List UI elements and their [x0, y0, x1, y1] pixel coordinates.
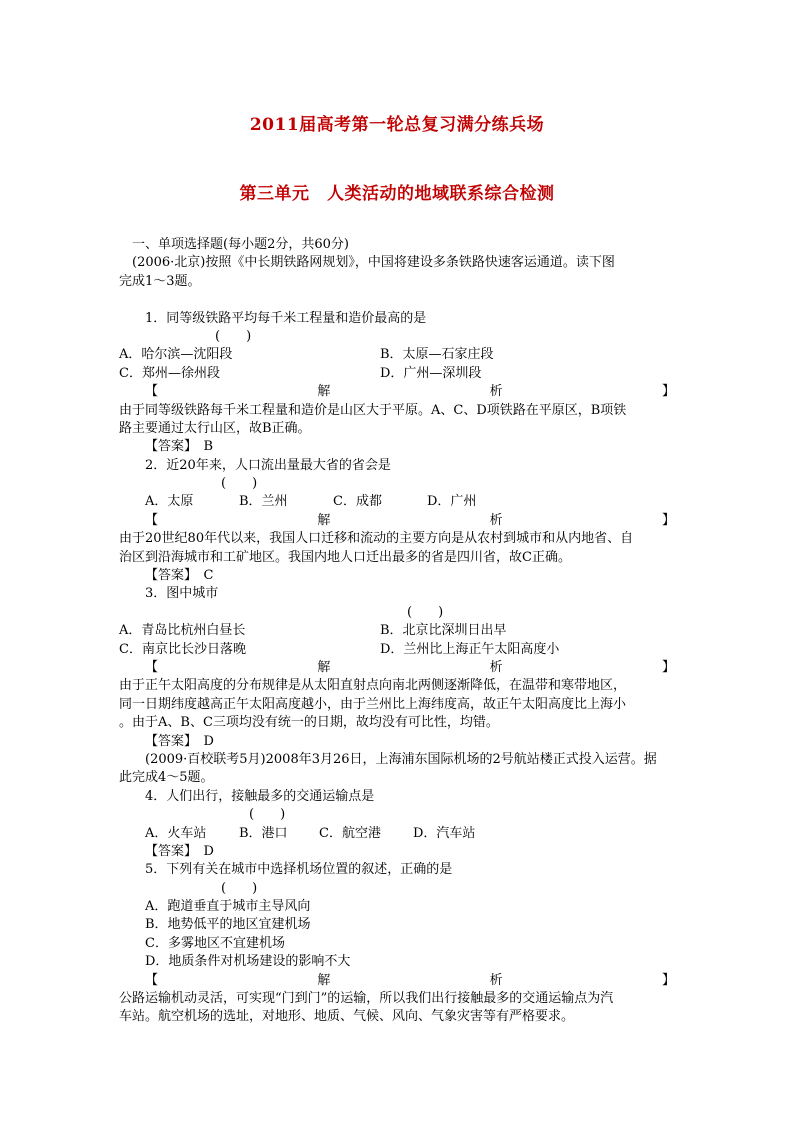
question-stem: 1．同等级铁路平均每千米工程量和造价最高的是	[145, 310, 427, 326]
intro-line: 此完成4～5题。	[119, 770, 214, 786]
option: C．南京比长沙日落晚	[119, 641, 246, 657]
option: D．地质条件对机场建设的影响不大	[145, 954, 351, 970]
xi-char: 析	[489, 659, 503, 675]
question-stem: 4．人们出行，接触最多的交通运输点是	[145, 788, 375, 804]
answer-label: 【答案】 C	[145, 568, 214, 584]
intro-line: (2006·北京)按照《中长期铁路网规划》，中国将建设多条铁路快速客运通道。读下图	[132, 255, 615, 271]
bracket-open: 【	[145, 972, 159, 988]
bracket-close: 】	[661, 972, 675, 988]
answer-label: 【答案】 B	[145, 439, 214, 455]
option: A．哈尔滨—沈阳段	[119, 347, 233, 363]
jie-char: 解	[317, 659, 331, 675]
option: B．兰州	[239, 494, 288, 510]
bracket-close: 】	[661, 512, 675, 528]
question-stem: 5．下列有关在城市中选择机场位置的叙述，正确的是	[145, 862, 453, 878]
option: D．广州—深圳段	[380, 365, 482, 381]
option-row	[119, 641, 675, 659]
option: A．太原	[145, 494, 194, 510]
answer-parenthesis: ( )	[249, 807, 286, 823]
bracket-close: 】	[661, 659, 675, 675]
spacer	[119, 291, 675, 309]
analysis-text: 由于正午太阳高度的分布规律是从太阳直射点向南北两侧逐渐降低，在温带和寒带地区，	[119, 678, 627, 694]
intro-line: 完成1～3题。	[119, 273, 201, 289]
option: C．航空港	[319, 825, 381, 841]
xi-char: 析	[489, 972, 503, 988]
analysis-heading	[119, 383, 675, 401]
option-row	[119, 622, 675, 640]
answer-parenthesis: ( )	[407, 604, 444, 620]
option-row	[119, 365, 675, 383]
xi-char: 析	[489, 384, 503, 400]
analysis-heading	[119, 512, 675, 530]
analysis-text: 同一日期纬度越高正午太阳高度越小，由于兰州比上海纬度高，故正午太阳高度比上海小	[119, 696, 627, 712]
document-title: 2011届高考第一轮总复习满分练兵场	[249, 115, 545, 135]
jie-char: 解	[317, 384, 331, 400]
jie-char: 解	[317, 972, 331, 988]
option: C．郑州—徐州段	[119, 365, 220, 381]
answer-parenthesis: ( )	[221, 880, 258, 896]
option: A．火车站	[145, 825, 207, 841]
analysis-text: 由于20世纪80年代以来，我国人口迁移和流动的主要方向是从农村到城市和从内地省、自	[119, 531, 634, 547]
answer-label: 【答案】 D	[145, 733, 214, 749]
option-row	[119, 493, 675, 511]
analysis-heading	[119, 972, 675, 990]
option: B．地势低平的地区宜建机场	[145, 917, 311, 933]
analysis-text: 治区到沿海城市和工矿地区。我国内地人口迁出最多的省是四川省，故C正确。	[119, 549, 571, 565]
option-row	[119, 346, 675, 364]
analysis-text: 公路运输机动灵活，可实现“门到门”的运输，所以我们出行接触最多的交通运输点为汽	[119, 991, 614, 1007]
answer-label: 【答案】 D	[145, 843, 214, 859]
option: A．青岛比杭州白昼长	[119, 623, 246, 639]
section-heading: 一、单项选择题(每小题2分，共60分)	[132, 237, 349, 252]
bracket-open: 【	[145, 512, 159, 528]
document-body	[119, 236, 675, 1027]
bracket-open: 【	[145, 384, 159, 400]
intro-line: (2009·百校联考5月)2008年3月26日，上海浦东国际机场的2号航站楼正式投入运营。据	[145, 751, 657, 767]
analysis-text: 。由于A、B、C三项均没有统一的日期，故均没有可比性，均错。	[119, 715, 499, 731]
question-stem: 2．近20年来，人口流出量最大省的省会是	[145, 457, 391, 473]
jie-char: 解	[317, 512, 331, 528]
question-stem: 3．图中城市	[145, 586, 219, 602]
bracket-open: 【	[145, 659, 159, 675]
analysis-text: 由于同等级铁路每千米工程量和造价是山区大于平原。A、C、D项铁路在平原区，B项铁	[119, 402, 627, 418]
option: D．汽车站	[413, 825, 476, 841]
analysis-text: 路主要通过太行山区，故B正确。	[119, 420, 311, 436]
analysis-heading	[119, 659, 675, 677]
bracket-close: 】	[661, 384, 675, 400]
option: C．成都	[333, 494, 382, 510]
unit-title: 第三单元 人类活动的地域联系综合检测	[239, 184, 555, 204]
option: B．太原—石家庄段	[380, 347, 494, 363]
option-row	[119, 825, 675, 843]
option: C．多雾地区不宜建机场	[145, 935, 285, 951]
option: B．港口	[239, 825, 288, 841]
option: A．跑道垂直于城市主导风向	[145, 899, 311, 915]
xi-char: 析	[489, 512, 503, 528]
option: D．兰州比上海正午太阳高度小	[380, 641, 560, 657]
option: D．广州	[427, 494, 477, 510]
answer-parenthesis: ( )	[215, 328, 252, 344]
answer-parenthesis: ( )	[221, 476, 258, 492]
option: B．北京比深圳日出早	[380, 623, 507, 639]
analysis-text: 车站。航空机场的选址，对地形、地质、气候、风向、气象灾害等有严格要求。	[119, 1009, 575, 1025]
